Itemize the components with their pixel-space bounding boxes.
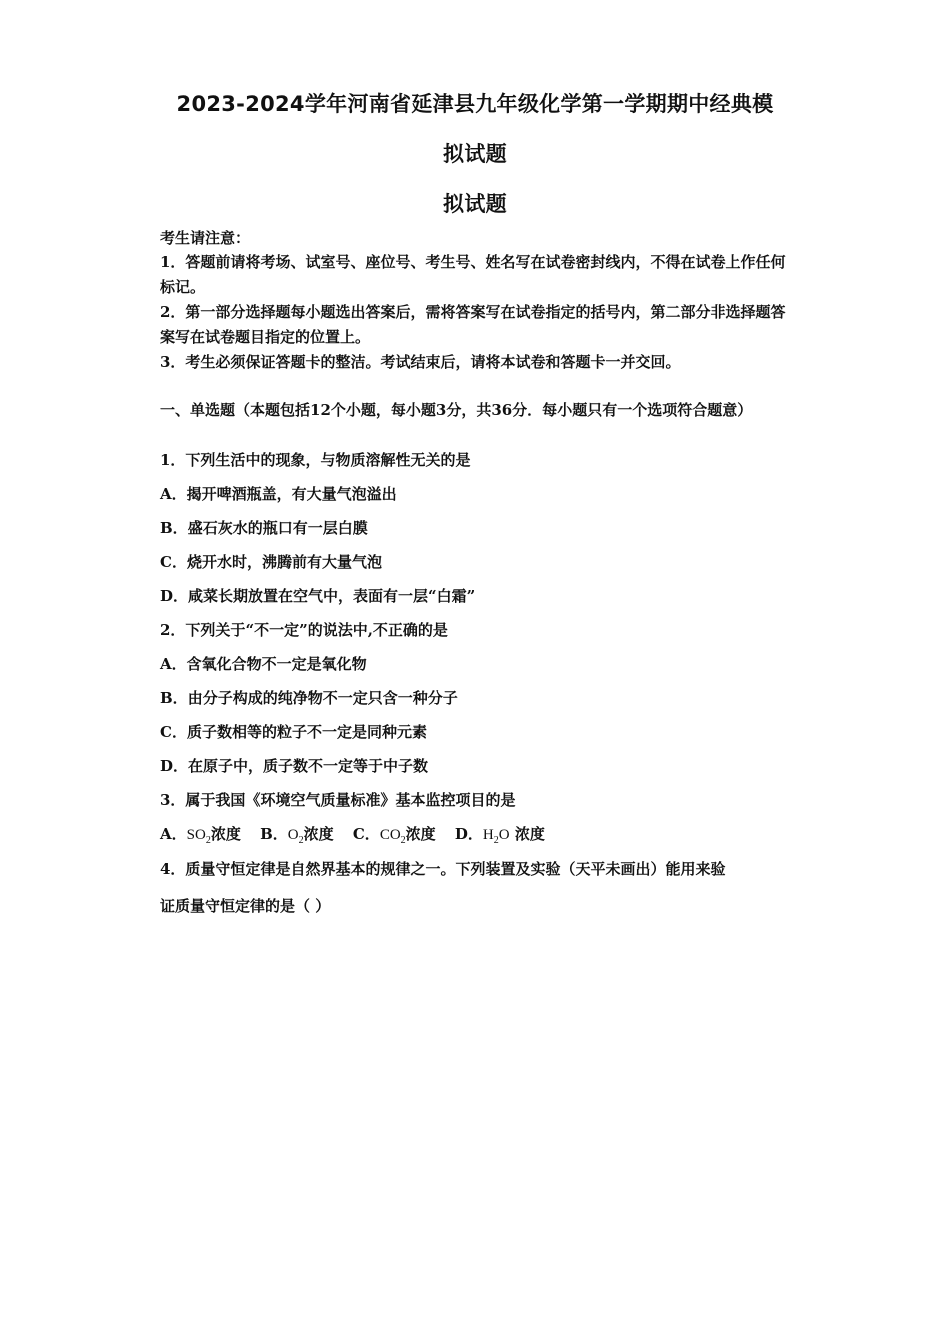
option-text: 质子数相等的粒子不一定是同种元素 [186,723,427,741]
exam-title-line-2: 拟试题 [443,142,507,166]
question-1-option-c [160,550,796,575]
option-text: 烧开水时，沸腾前有大量气泡 [186,553,382,571]
question-2-option-d [160,754,796,779]
option-letter: D． [454,825,483,843]
option-text: 盛石灰水的瓶口有一层白膜 [187,519,368,537]
option-text: 揭开啤酒瓶盖，有大量气泡溢出 [186,485,397,503]
question-2-option-b [160,686,796,711]
option-text: 浓度 [405,825,436,843]
notice-item-1: 1．答题前请将考场、试室号、座位号、考生号、姓名写在试卷密封线内，不得在试卷上作任何标记。 [160,253,786,296]
formula-base: CO [379,827,401,843]
question-3-option-b [260,825,334,846]
option-letter: C． [160,723,187,741]
formula-tail: O [498,827,510,843]
option-letter: A． [160,485,187,503]
question-2-option-c [160,720,796,745]
option-letter: D． [160,757,189,775]
option-letter: D． [160,587,189,605]
formula-o2 [287,827,304,846]
question-1-stem: 1．下列生活中的现象，与物质溶解性无关的是 [160,451,471,469]
option-letter: A． [160,825,187,843]
formula-co2 [379,827,406,846]
question-1-option-a [160,482,796,507]
notice-item-2: 2．第一部分选择题每小题选出答案后，需将答案写在试卷指定的括号内，第二部分非选择题答案写在试卷题目指定的位置上。 [160,303,786,346]
exam-title-line-3: 拟试题 [443,192,507,216]
question-2-option-a [160,652,796,677]
notice-heading: 考生请注意： [160,229,251,247]
formula-h2o [482,827,510,846]
formula-subscript: 2 [298,835,304,846]
question-2-stem: 2．下列关于“不一定”的说法中,不正确的是 [160,621,448,639]
option-letter: A． [160,655,187,673]
option-letter: B． [260,825,288,843]
option-text: 浓度 [303,825,334,843]
question-4-stem-line-2: 证质量守恒定律的是（ ） [160,897,331,915]
option-text: 含氧化合物不一定是氧化物 [186,655,367,673]
notice-item-3: 3．考生必须保证答题卡的整洁。考试结束后，请将本试卷和答题卡一并交回。 [160,353,681,371]
option-text: 咸菜长期放置在空气中，表面有一层“白霜” [188,587,476,605]
option-letter: C． [160,553,187,571]
option-text: 在原子中，质子数不一定等于中子数 [188,757,429,775]
formula-subscript: 2 [205,835,211,846]
formula-so2 [186,827,211,846]
question-3-stem: 3．属于我国《环境空气质量标准》基本监控项目的是 [160,791,516,809]
formula-base: O [287,827,299,843]
question-3-option-a [160,825,241,846]
formula-base: H [482,827,494,843]
question-3-options [160,822,796,853]
exam-title-line-1: 2023-2024学年河南省延津县九年级化学第一学期期中经典模 [176,92,774,116]
question-1-option-b [160,516,796,541]
question-3-option-c [352,825,436,846]
option-letter: B． [160,689,188,707]
question-3-option-d [454,825,545,846]
option-letter: B． [160,519,188,537]
option-text: 由分子构成的纯净物不一定只含一种分子 [187,689,458,707]
section-heading-single-choice: 一、单选题（本题包括12个小题，每小题3分，共36分．每小题只有一个选项符合题意） [160,401,753,419]
formula-base: SO [186,827,206,843]
question-4-stem-line-1: 4．质量守恒定律是自然界基本的规律之一。下列装置及实验（天平未画出）能用来验 [160,860,726,878]
formula-subscript: 2 [400,835,406,846]
option-text: 浓度 [210,825,241,843]
question-1-option-d [160,584,796,609]
option-text: 浓度 [509,825,545,843]
formula-subscript: 2 [493,835,499,846]
option-letter: C． [352,825,380,843]
